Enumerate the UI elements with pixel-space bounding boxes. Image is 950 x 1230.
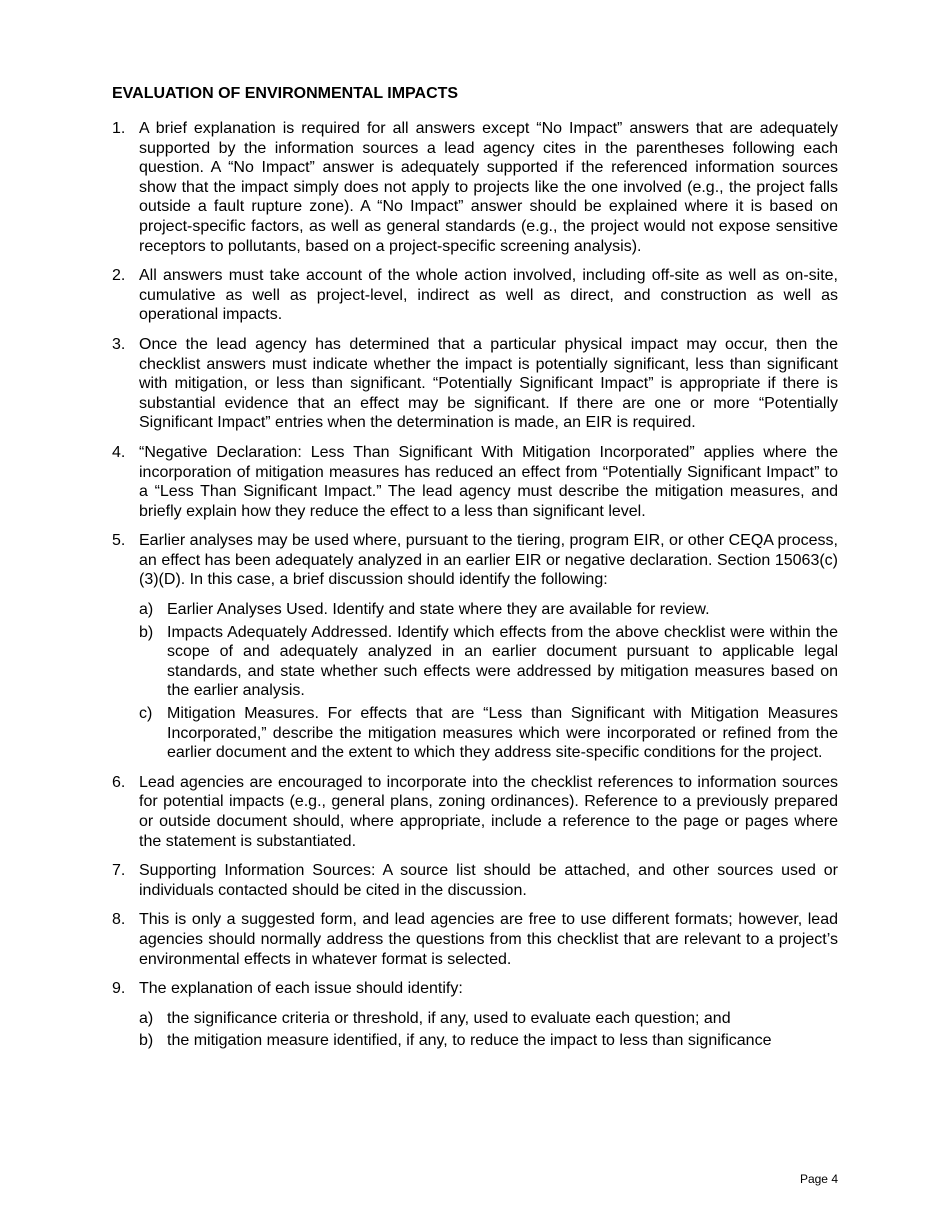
- item-body: [139, 531, 838, 763]
- list-item-3: [112, 335, 838, 433]
- item-number: 7.: [112, 862, 126, 880]
- sub-item-b: [139, 623, 838, 701]
- item-number: 9.: [112, 980, 126, 998]
- item-text: Lead agencies are encouraged to incorporate into the checklist references to information sources for potential impacts (e.g., general plans, zoning ordinances). Reference to a previously prepared or outside document should, where appropriate, include a reference to the page or pages where the statement is substantiated.: [139, 773, 838, 850]
- sub-item-text: Mitigation Measures. For effects that are “Less than Significant with Mitigation Measures Incorporated,” describe the mitigation measures which were incorporated or refined from the earlier document and the extent to which they address site-specific conditions for the project.: [167, 705, 838, 762]
- item-text: This is only a suggested form, and lead agencies are free to use different formats; however, lead agencies should normally address the questions from this checklist that are relevant to a project’s environmental effects in whatever format is selected.: [139, 911, 838, 968]
- item-text: A brief explanation is required for all answers except “No Impact” answers that are adequately supported by the information sources a lead agency cites in the parentheses following each question. A “No Impact” answer is adequately supported if the referenced information sources show that the impact simply does not apply to projects like the one involved (e.g., the project falls outside a fault rupture zone). A “No Impact” answer should be explained where it is based on project-specific factors, as well as general standards (e.g., the project would not expose sensitive receptors to pollutants, based on a project-specific screening analysis).: [139, 120, 838, 255]
- item-number: 3.: [112, 335, 126, 353]
- page-number: Page 4: [799, 1172, 838, 1186]
- sub-item-a: [139, 1009, 838, 1029]
- sub-item-label: c): [139, 705, 153, 723]
- list-item-7: [112, 861, 838, 900]
- item-text: All answers must take account of the whole action involved, including off-site as well as on-site, cumulative as well as project-level, indirect as well as direct, and construction as well as operational impacts.: [139, 267, 838, 324]
- list-item-1: [112, 119, 838, 256]
- sub-item-text: Impacts Adequately Addressed. Identify which effects from the above checklist were within the scope of and adequately analyzed in an earlier document pursuant to applicable legal standards, and state whether such effects were addressed by mitigation measures based on the earlier analysis.: [167, 623, 838, 700]
- sub-item-text: Earlier Analyses Used. Identify and state where they are available for review.: [167, 601, 710, 619]
- list-item-2: [112, 266, 838, 325]
- sub-item-label: b): [139, 1032, 154, 1050]
- sub-item-c: [139, 704, 838, 763]
- list-item-8: [112, 910, 838, 969]
- sub-item-b: [139, 1031, 838, 1051]
- item-text: Once the lead agency has determined that a particular physical impact may occur, then the checklist answers must indicate whether the impact is potentially significant, less than significant with mitigation, or less than significant. “Potentially Significant Impact” is appropriate if there is substantial evidence that an effect may be significant. If there are one or more “Potentially Significant Impact” entries when the determination is made, an EIR is required.: [139, 335, 838, 432]
- section-heading: EVALUATION OF ENVIRONMENTAL IMPACTS: [112, 85, 459, 102]
- list-item-4: [112, 443, 838, 521]
- item-number: 5.: [112, 532, 126, 550]
- sub-item-text: the significance criteria or threshold, if any, used to evaluate each question; and: [167, 1009, 731, 1027]
- sub-item-text: the mitigation measure identified, if any, to reduce the impact to less than significance: [167, 1032, 772, 1050]
- item-body: [139, 979, 838, 1051]
- item-text: “Negative Declaration: Less Than Significant With Mitigation Incorporated” applies where the incorporation of mitigation measures has reduced an effect from “Potentially Significant Impact” to a “Less Than Significant Impact.” The lead agency must describe the mitigation measures, and briefly explain how they reduce the effect to a less than significant level.: [139, 443, 838, 520]
- sub-item-a: [139, 600, 838, 620]
- item-number: 8.: [112, 911, 126, 929]
- item-number: 4.: [112, 443, 126, 461]
- item-number: 2.: [112, 267, 126, 285]
- item-text: Earlier analyses may be used where, pursuant to the tiering, program EIR, or other CEQA process, an effect has been adequately analyzed in an earlier EIR or negative declaration. Section 15063(c)(3)(D). In this case, a brief discussion should identify the following:: [139, 532, 838, 589]
- item-number: 1.: [112, 120, 126, 137]
- item-number: 6.: [112, 773, 126, 791]
- sub-list: [139, 1009, 838, 1051]
- item-text: The explanation of each issue should identify:: [139, 980, 463, 998]
- list-item-5: [112, 531, 838, 763]
- sub-item-label: a): [139, 601, 154, 619]
- list-item-6: [112, 773, 838, 851]
- sub-item-label: a): [139, 1009, 154, 1027]
- sub-item-label: b): [139, 623, 154, 641]
- document-page: [112, 84, 838, 1061]
- sub-list: [139, 600, 838, 763]
- list-item-9: [112, 979, 838, 1051]
- item-text: Supporting Information Sources: A source list should be attached, and other sources used or individuals contacted should be cited in the discussion.: [139, 862, 838, 899]
